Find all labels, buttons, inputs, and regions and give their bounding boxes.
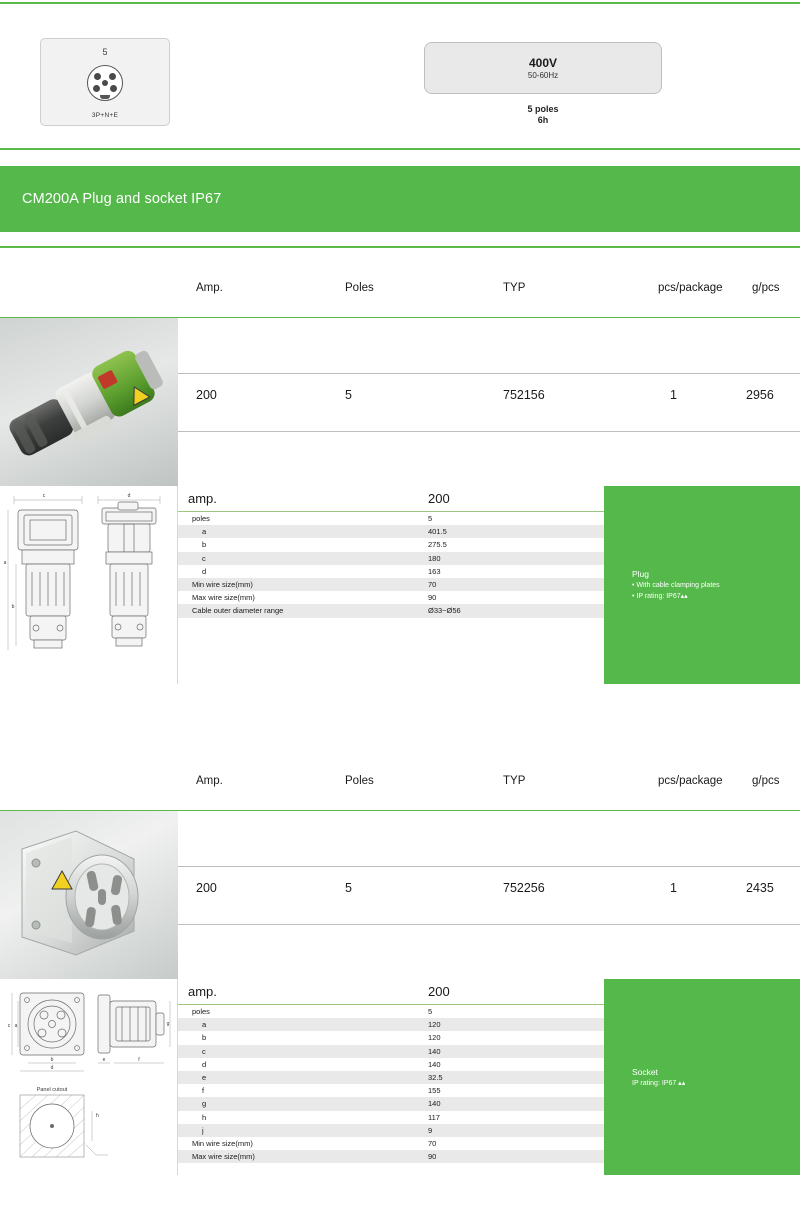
spec-row <box>178 1005 604 1018</box>
spec-row <box>178 512 604 525</box>
spec-key: b <box>202 1033 207 1043</box>
column-header-poles: Poles <box>345 282 374 294</box>
spec-value: 401.5 <box>428 527 447 537</box>
spec-value: 140 <box>428 1059 441 1069</box>
top-divider-1 <box>0 2 800 4</box>
spec-row <box>178 552 604 565</box>
spec-table-socket <box>178 979 604 1175</box>
value-pcs-package: 1 <box>670 881 677 895</box>
spec-row <box>178 1071 604 1084</box>
spec-header-key: amp. <box>188 984 217 999</box>
spec-header-value: 200 <box>428 984 450 999</box>
technical-drawing-socket <box>0 979 178 1175</box>
spec-row <box>178 1045 604 1058</box>
pin-dot <box>94 73 101 80</box>
column-header-poles: Poles <box>345 775 374 787</box>
value-pcs-package: 1 <box>670 388 677 402</box>
spec-value: 9 <box>428 1125 433 1135</box>
column-header-typ: TYP <box>503 282 526 294</box>
spec-row <box>178 1058 604 1071</box>
spec-value: 70 <box>428 1138 437 1148</box>
value-poles: 5 <box>345 881 352 895</box>
notes-item: • With cable clamping plates <box>632 582 720 589</box>
pin-dot <box>109 73 116 80</box>
value-amp: 200 <box>196 388 217 402</box>
value-g-pcs: 2956 <box>746 388 774 402</box>
notes-panel-plug <box>604 486 800 684</box>
pin-dot-center <box>102 80 108 86</box>
spec-row <box>178 604 604 617</box>
spec-key: a <box>202 527 207 537</box>
spec-key: d <box>202 1059 207 1069</box>
product-section-socket <box>0 755 800 1175</box>
spec-key: Cable outer diameter range <box>192 606 284 616</box>
column-header-amp: Amp. <box>196 775 223 787</box>
value-typ: 752156 <box>503 388 545 402</box>
notes-title: Plug <box>632 569 650 579</box>
spec-value: 180 <box>428 553 441 563</box>
value-divider-top <box>178 866 800 867</box>
spec-key: poles <box>192 1007 210 1017</box>
spec-row <box>178 1124 604 1137</box>
svg-text:c: c <box>7 1023 11 1029</box>
value-divider-bottom <box>178 924 800 925</box>
spec-table-plug <box>178 486 604 684</box>
spec-row <box>178 1097 604 1110</box>
spec-value: 120 <box>428 1033 441 1043</box>
svg-text:d: d <box>127 493 131 499</box>
svg-text:c: c <box>42 493 46 499</box>
spec-value: 90 <box>428 1152 437 1162</box>
column-headers <box>0 755 800 811</box>
voltage-box <box>424 42 662 94</box>
spec-value: 140 <box>428 1046 441 1056</box>
spec-row <box>178 538 604 551</box>
voltage-value: 400V <box>528 55 558 70</box>
spec-value: 163 <box>428 566 441 576</box>
voltage-frequency: 50-60Hz <box>527 70 559 80</box>
value-typ: 752256 <box>503 881 545 895</box>
product-row-plug <box>0 318 800 486</box>
column-header-pcs-package: pcs/package <box>658 282 723 294</box>
spec-row <box>178 565 604 578</box>
spec-key: Max wire size(mm) <box>192 1152 255 1162</box>
top-divider-2 <box>0 148 800 150</box>
spec-row <box>178 578 604 591</box>
spec-row <box>178 1137 604 1150</box>
spec-key: c <box>202 553 206 563</box>
spec-table-header <box>178 979 604 1005</box>
svg-text:a: a <box>3 560 7 566</box>
column-header-typ: TYP <box>503 775 526 787</box>
spec-header-key: amp. <box>188 491 217 506</box>
spec-value: 5 <box>428 1007 433 1017</box>
value-poles: 5 <box>345 388 352 402</box>
column-header-amp: Amp. <box>196 282 223 294</box>
spec-value: 90 <box>428 593 437 603</box>
technical-drawing-plug <box>0 486 178 684</box>
svg-text:b: b <box>50 1057 54 1063</box>
spec-key: Max wire size(mm) <box>192 593 255 603</box>
spec-value: 275.5 <box>428 540 447 550</box>
spec-key: a <box>202 1020 207 1030</box>
notes-title: Socket <box>632 1066 658 1077</box>
spec-value: 32.5 <box>428 1073 443 1083</box>
column-header-pcs-package: pcs/package <box>658 775 723 787</box>
spec-row <box>178 1084 604 1097</box>
spec-table-header <box>178 486 604 512</box>
product-values-socket <box>178 811 800 979</box>
pin-poles-number: 5 <box>102 47 108 57</box>
pin-circle-icon <box>87 65 123 101</box>
column-header-g-pcs: g/pcs <box>752 775 780 787</box>
spec-row <box>178 591 604 604</box>
svg-text:e: e <box>102 1057 106 1063</box>
notes-item: IP rating: IP67 ▴▴ <box>632 1079 686 1087</box>
pin-dot <box>93 85 100 92</box>
pin-dot <box>110 85 117 92</box>
voltage-caption <box>424 104 662 126</box>
notes-panel-socket <box>604 979 800 1175</box>
column-header-g-pcs: g/pcs <box>752 282 780 294</box>
svg-text:a: a <box>14 1023 18 1029</box>
spec-value: 70 <box>428 580 437 590</box>
spec-row <box>178 1150 604 1163</box>
voltage-poles: 5 poles <box>527 104 559 114</box>
product-section-plug <box>0 262 800 684</box>
value-divider-bottom <box>178 431 800 432</box>
svg-text:Panel cutout: Panel cutout <box>36 1087 68 1093</box>
spec-row <box>178 1111 604 1124</box>
value-divider-top <box>178 373 800 374</box>
svg-text:h: h <box>96 1113 99 1119</box>
spec-key: poles <box>192 514 210 524</box>
spec-row <box>178 1031 604 1044</box>
spec-key: e <box>202 1073 207 1083</box>
value-g-pcs: 2435 <box>746 881 774 895</box>
spec-row <box>178 1018 604 1031</box>
spec-value: 117 <box>428 1112 440 1122</box>
pin-configuration-diagram <box>40 38 170 126</box>
column-headers <box>0 262 800 318</box>
spec-value: 120 <box>428 1020 441 1030</box>
spec-value: 5 <box>428 514 433 524</box>
product-photo-socket <box>0 811 178 979</box>
value-amp: 200 <box>196 881 217 895</box>
banner-bottom-divider <box>0 246 800 248</box>
spec-key: Min wire size(mm) <box>192 580 253 590</box>
pin-keyway-notch <box>100 95 110 99</box>
spec-key: j <box>202 1125 204 1135</box>
pin-configuration-label: 3P+N+E <box>91 112 119 119</box>
banner-title: CM200A Plug and socket IP67 <box>22 191 222 207</box>
spec-key: c <box>202 1046 206 1056</box>
spec-block-socket <box>0 979 800 1175</box>
spec-key: b <box>202 540 207 550</box>
spec-value: 140 <box>428 1099 441 1109</box>
section-banner <box>0 166 800 232</box>
spec-key: g <box>202 1099 207 1109</box>
svg-text:f: f <box>138 1057 140 1063</box>
product-photo-plug <box>0 318 178 486</box>
spec-value: Ø33~Ø56 <box>428 606 461 616</box>
spec-key: Min wire size(mm) <box>192 1138 253 1148</box>
product-row-socket <box>0 811 800 979</box>
spec-header-value: 200 <box>428 491 450 506</box>
svg-text:g: g <box>166 1021 170 1027</box>
spec-value: 155 <box>428 1086 441 1096</box>
spec-row <box>178 525 604 538</box>
spec-key: d <box>202 566 207 576</box>
spec-key: h <box>202 1112 207 1122</box>
product-values-plug <box>178 318 800 486</box>
svg-text:d: d <box>50 1065 54 1071</box>
voltage-hours: 6h <box>537 115 549 125</box>
notes-item: • IP rating: IP67▴▴ <box>632 593 688 600</box>
spec-block-plug <box>0 486 800 684</box>
spec-key: f <box>202 1086 205 1096</box>
svg-text:b: b <box>11 604 15 610</box>
